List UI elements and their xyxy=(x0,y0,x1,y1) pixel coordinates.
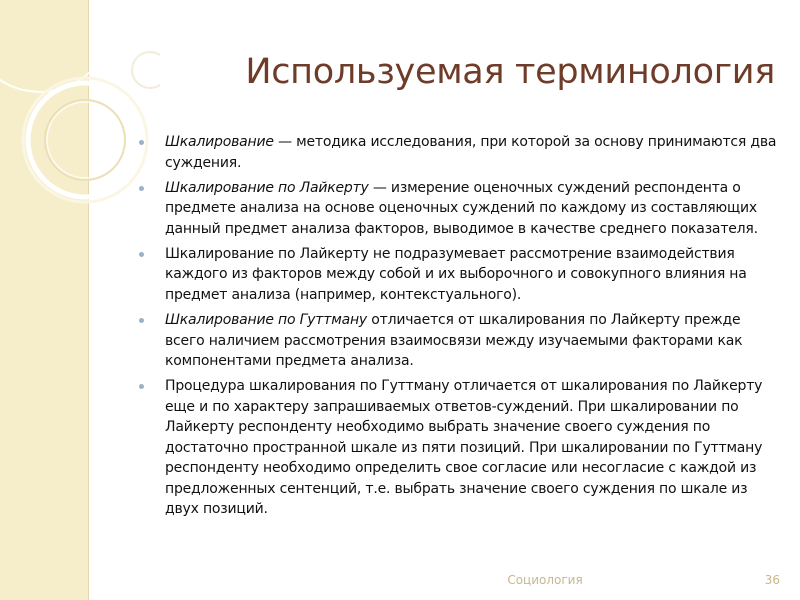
footer-subject: Социология xyxy=(507,573,583,587)
list-item xyxy=(138,132,778,173)
decorative-rings-graphic xyxy=(0,0,160,260)
item-text: Шкалирование по Лайкерту не подразумевает рассмотрение взаимодействия каждого из факторов между собой и их выборочного и совокупного влияния на предмет анализа (например, контекстуального). xyxy=(165,245,747,303)
item-text: — измерение оценочных суждений респондента о предмете анализа на основе оценочных суждений по каждому из составляющих данный предмет анализа факторов, выводимое в качестве среднего показателя. xyxy=(165,179,758,237)
term: Шкалирование xyxy=(165,134,274,150)
bullet-icon xyxy=(139,318,144,323)
bullet-icon xyxy=(139,252,144,257)
term: Шкалирование по Гуттману xyxy=(165,312,367,329)
page-number: 36 xyxy=(764,573,780,587)
item-text: Процедура шкалирования по Гуттману отличается от шкалирования по Лайкерту еще и по характеру запрашиваемых ответов-суждений. При шкалировании по Лайкерту респонденту необходимо выбрать значение своего суждения по достаточно пространной шкале из пяти позиций. При шкалировании по Гуттману респонденту необходимо определить свое согласие или несогласие с каждой из предложенных сентенций, т.е. выбрать значение своего суждения по шкале из двух позиций. xyxy=(165,378,763,518)
list-item xyxy=(138,310,778,372)
term: Шкалирование по Лайкерту xyxy=(165,179,369,196)
list-item xyxy=(138,244,778,306)
slide-title: Используемая терминология xyxy=(245,52,775,92)
item-text: — методика исследования, при которой за основу принимаются два суждения. xyxy=(165,134,777,171)
list-item xyxy=(138,376,778,520)
bullet-icon xyxy=(139,186,144,191)
bullet-list xyxy=(138,132,778,524)
list-item xyxy=(138,178,778,240)
item-text: отличается от шкалирования по Лайкерту прежде всего наличием рассмотрения взаимосвязи между изучаемыми факторами как компонентами предмета анализа. xyxy=(165,312,743,370)
bullet-icon xyxy=(139,140,144,145)
bullet-icon xyxy=(139,384,144,389)
